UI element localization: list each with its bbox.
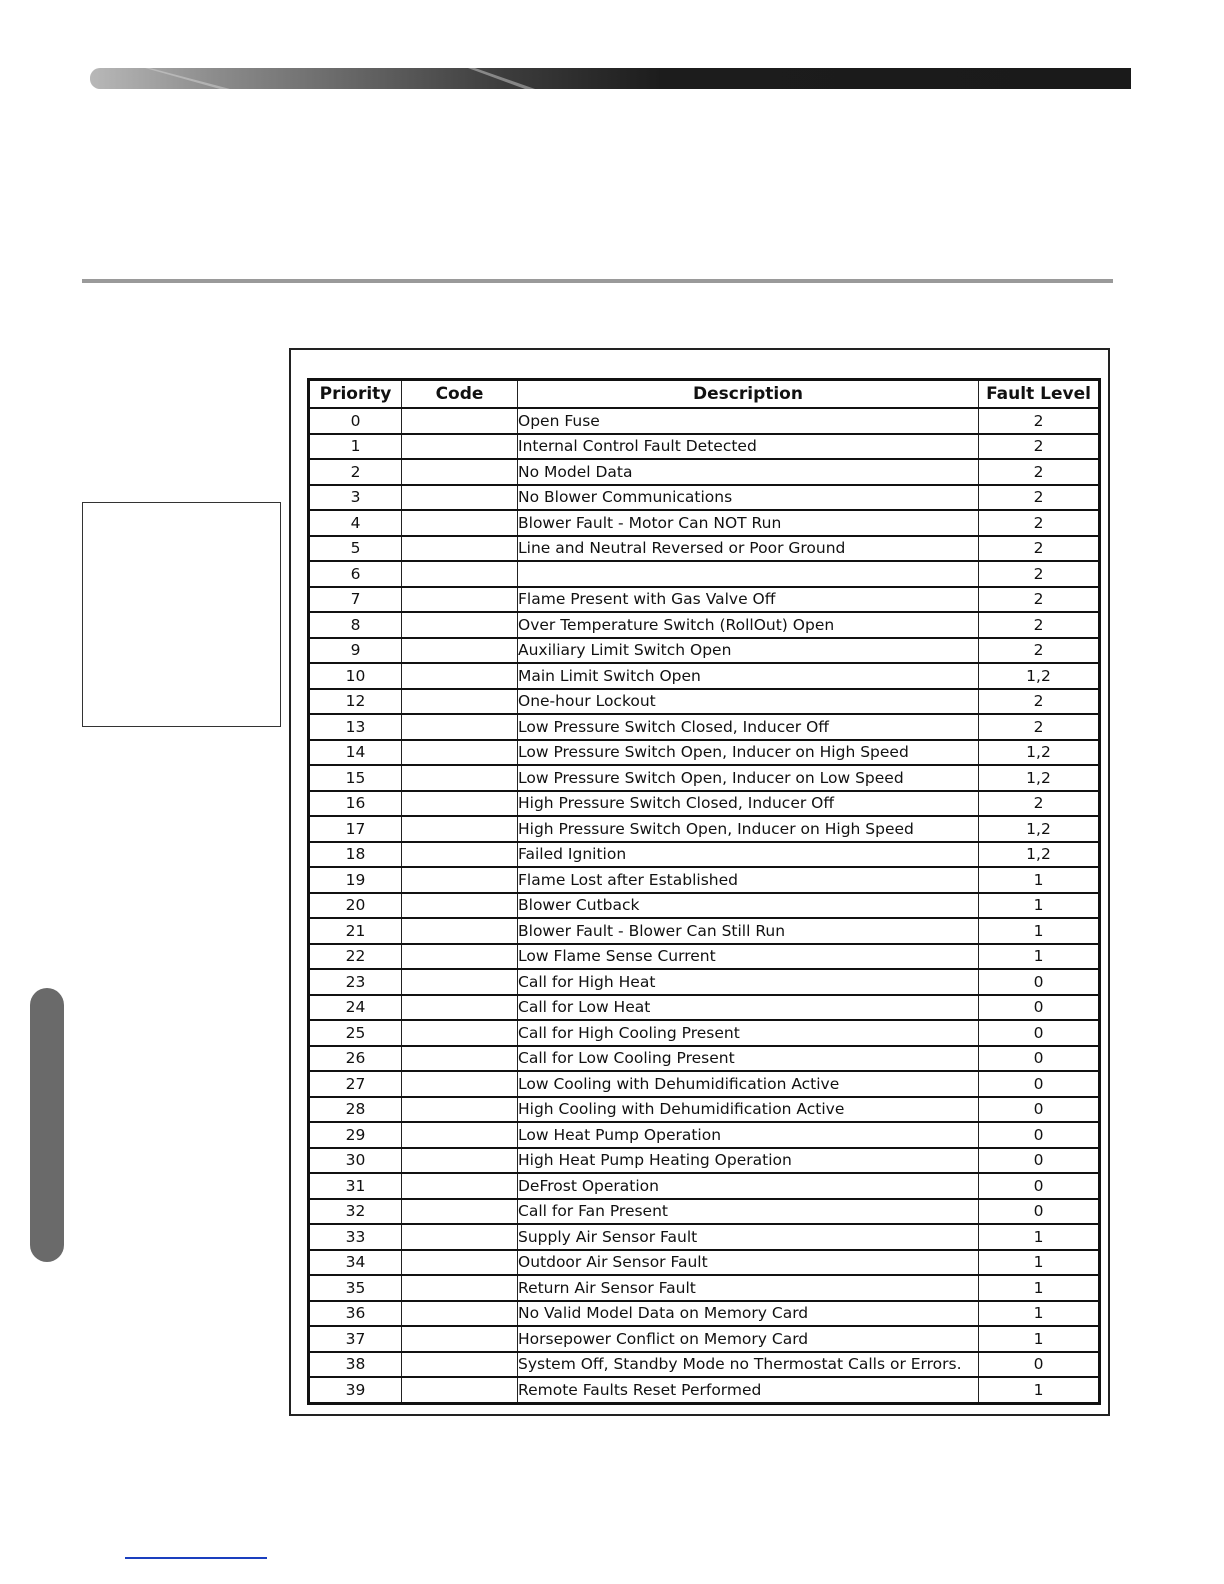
cell-fault-level: 2 (979, 510, 1100, 536)
cell-code (402, 1122, 518, 1148)
cell-description: DeFrost Operation (518, 1173, 979, 1199)
cell-code (402, 1250, 518, 1276)
table-row (309, 918, 1100, 944)
cell-description: Open Fuse (518, 408, 979, 434)
cell-fault-level: 0 (979, 1352, 1100, 1378)
table-header-row (309, 380, 1100, 409)
cell-description: Auxiliary Limit Switch Open (518, 638, 979, 664)
cell-priority: 8 (309, 612, 402, 638)
cell-description: High Cooling with Dehumidification Active (518, 1097, 979, 1123)
cell-fault-level: 1 (979, 1301, 1100, 1327)
cell-code (402, 1097, 518, 1123)
cell-fault-level: 2 (979, 485, 1100, 511)
cell-priority: 6 (309, 561, 402, 587)
cell-fault-level: 0 (979, 1122, 1100, 1148)
cell-code (402, 1173, 518, 1199)
footer-link-underline (125, 1557, 267, 1559)
cell-description: Blower Fault - Motor Can NOT Run (518, 510, 979, 536)
cell-priority: 22 (309, 944, 402, 970)
table-row (309, 510, 1100, 536)
cell-fault-level: 0 (979, 1071, 1100, 1097)
cell-description: Internal Control Fault Detected (518, 434, 979, 460)
cell-code (402, 816, 518, 842)
table-row (309, 1020, 1100, 1046)
cell-description: Call for Fan Present (518, 1199, 979, 1225)
cell-code (402, 1326, 518, 1352)
cell-priority: 15 (309, 765, 402, 791)
cell-description: System Off, Standby Mode no Thermostat Calls or Errors. (518, 1352, 979, 1378)
cell-priority: 4 (309, 510, 402, 536)
cell-priority: 37 (309, 1326, 402, 1352)
cell-fault-level: 0 (979, 1046, 1100, 1072)
cell-priority: 36 (309, 1301, 402, 1327)
header-priority: Priority (309, 380, 402, 409)
cell-code (402, 485, 518, 511)
cell-description: Blower Fault - Blower Can Still Run (518, 918, 979, 944)
cell-description: No Model Data (518, 459, 979, 485)
table-row (309, 1122, 1100, 1148)
table-row (309, 1071, 1100, 1097)
cell-code (402, 1071, 518, 1097)
cell-priority: 9 (309, 638, 402, 664)
cell-priority: 14 (309, 740, 402, 766)
table-row (309, 995, 1100, 1021)
table-row (309, 969, 1100, 995)
cell-description: Call for High Heat (518, 969, 979, 995)
table-row (309, 740, 1100, 766)
cell-fault-level: 2 (979, 459, 1100, 485)
cell-fault-level: 2 (979, 612, 1100, 638)
cell-description: Flame Present with Gas Valve Off (518, 587, 979, 613)
cell-code (402, 536, 518, 562)
table-row (309, 663, 1100, 689)
cell-priority: 35 (309, 1275, 402, 1301)
table-row (309, 689, 1100, 715)
cell-code (402, 1148, 518, 1174)
cell-fault-level: 2 (979, 536, 1100, 562)
cell-priority: 27 (309, 1071, 402, 1097)
table-row (309, 485, 1100, 511)
cell-code (402, 1352, 518, 1378)
cell-fault-level: 1 (979, 1377, 1100, 1403)
table-row (309, 1352, 1100, 1378)
cell-fault-level: 1,2 (979, 816, 1100, 842)
cell-priority: 28 (309, 1097, 402, 1123)
table-row (309, 944, 1100, 970)
cell-description: Blower Cutback (518, 893, 979, 919)
table-row (309, 1046, 1100, 1072)
table-row (309, 816, 1100, 842)
cell-code (402, 714, 518, 740)
cell-description: Call for Low Cooling Present (518, 1046, 979, 1072)
cell-description: Outdoor Air Sensor Fault (518, 1250, 979, 1276)
cell-description: Low Cooling with Dehumidification Active (518, 1071, 979, 1097)
cell-code (402, 1199, 518, 1225)
cell-fault-level: 2 (979, 714, 1100, 740)
cell-code (402, 459, 518, 485)
cell-priority: 33 (309, 1224, 402, 1250)
table-row (309, 1377, 1100, 1403)
cell-code (402, 893, 518, 919)
cell-code (402, 867, 518, 893)
cell-code (402, 663, 518, 689)
table-row (309, 1275, 1100, 1301)
cell-priority: 20 (309, 893, 402, 919)
cell-description: Call for Low Heat (518, 995, 979, 1021)
cell-fault-level: 1 (979, 893, 1100, 919)
cell-fault-level: 0 (979, 1148, 1100, 1174)
table-row (309, 1199, 1100, 1225)
cell-description: Main Limit Switch Open (518, 663, 979, 689)
cell-code (402, 740, 518, 766)
cell-priority: 29 (309, 1122, 402, 1148)
cell-priority: 16 (309, 791, 402, 817)
cell-fault-level: 0 (979, 1097, 1100, 1123)
cell-priority: 30 (309, 1148, 402, 1174)
cell-code (402, 510, 518, 536)
cell-description: High Pressure Switch Open, Inducer on High Speed (518, 816, 979, 842)
table-row (309, 536, 1100, 562)
table-body (309, 408, 1100, 1403)
cell-fault-level: 1,2 (979, 740, 1100, 766)
table-row (309, 1097, 1100, 1123)
cell-priority: 18 (309, 842, 402, 868)
header-fault-level: Fault Level (979, 380, 1100, 409)
cell-priority: 39 (309, 1377, 402, 1403)
cell-description: High Heat Pump Heating Operation (518, 1148, 979, 1174)
cell-priority: 25 (309, 1020, 402, 1046)
cell-description: Low Heat Pump Operation (518, 1122, 979, 1148)
table-row (309, 842, 1100, 868)
cell-code (402, 587, 518, 613)
cell-priority: 13 (309, 714, 402, 740)
cell-description: High Pressure Switch Closed, Inducer Off (518, 791, 979, 817)
cell-code (402, 791, 518, 817)
table-row (309, 893, 1100, 919)
fault-code-table (307, 378, 1101, 1405)
cell-description: No Blower Communications (518, 485, 979, 511)
cell-priority: 31 (309, 1173, 402, 1199)
table-row (309, 1250, 1100, 1276)
cell-code (402, 638, 518, 664)
cell-description: Low Pressure Switch Open, Inducer on Low Speed (518, 765, 979, 791)
table-row (309, 561, 1100, 587)
table-row (309, 867, 1100, 893)
cell-description: Call for High Cooling Present (518, 1020, 979, 1046)
cell-priority: 38 (309, 1352, 402, 1378)
table-row (309, 638, 1100, 664)
cell-description (518, 561, 979, 587)
cell-description: Line and Neutral Reversed or Poor Ground (518, 536, 979, 562)
cell-fault-level: 2 (979, 434, 1100, 460)
cell-description: Flame Lost after Established (518, 867, 979, 893)
table-row (309, 765, 1100, 791)
cell-fault-level: 2 (979, 791, 1100, 817)
cell-fault-level: 1,2 (979, 663, 1100, 689)
cell-fault-level: 1,2 (979, 842, 1100, 868)
cell-code (402, 944, 518, 970)
cell-code (402, 1020, 518, 1046)
cell-code (402, 689, 518, 715)
cell-code (402, 1046, 518, 1072)
cell-code (402, 1224, 518, 1250)
cell-fault-level: 0 (979, 1020, 1100, 1046)
cell-description: Low Flame Sense Current (518, 944, 979, 970)
cell-priority: 21 (309, 918, 402, 944)
cell-code (402, 434, 518, 460)
cell-priority: 12 (309, 689, 402, 715)
cell-code (402, 561, 518, 587)
cell-code (402, 918, 518, 944)
cell-code (402, 765, 518, 791)
cell-fault-level: 2 (979, 408, 1100, 434)
table-row (309, 714, 1100, 740)
cell-fault-level: 0 (979, 969, 1100, 995)
table-row (309, 1148, 1100, 1174)
cell-priority: 1 (309, 434, 402, 460)
cell-code (402, 995, 518, 1021)
cell-code (402, 969, 518, 995)
cell-fault-level: 1 (979, 1326, 1100, 1352)
cell-code (402, 1301, 518, 1327)
table-row (309, 408, 1100, 434)
cell-code (402, 842, 518, 868)
cell-priority: 0 (309, 408, 402, 434)
cell-priority: 23 (309, 969, 402, 995)
cell-fault-level: 0 (979, 1199, 1100, 1225)
header-bar (90, 68, 1131, 89)
cell-description: Supply Air Sensor Fault (518, 1224, 979, 1250)
section-divider (82, 279, 1113, 283)
cell-description: Low Pressure Switch Open, Inducer on High Speed (518, 740, 979, 766)
table-row (309, 434, 1100, 460)
section-tab (30, 988, 64, 1262)
table-row (309, 459, 1100, 485)
cell-fault-level: 1 (979, 1224, 1100, 1250)
cell-description: Horsepower Conflict on Memory Card (518, 1326, 979, 1352)
header-code: Code (402, 380, 518, 409)
cell-priority: 2 (309, 459, 402, 485)
cell-fault-level: 1 (979, 867, 1100, 893)
cell-code (402, 612, 518, 638)
cell-fault-level: 0 (979, 995, 1100, 1021)
table-row (309, 587, 1100, 613)
cell-fault-level: 1 (979, 944, 1100, 970)
cell-description: Low Pressure Switch Closed, Inducer Off (518, 714, 979, 740)
cell-priority: 34 (309, 1250, 402, 1276)
cell-priority: 32 (309, 1199, 402, 1225)
cell-code (402, 408, 518, 434)
cell-fault-level: 2 (979, 689, 1100, 715)
cell-description: No Valid Model Data on Memory Card (518, 1301, 979, 1327)
cell-description: Failed Ignition (518, 842, 979, 868)
cell-code (402, 1377, 518, 1403)
table-row (309, 1326, 1100, 1352)
cell-priority: 5 (309, 536, 402, 562)
side-note-box (82, 502, 281, 727)
cell-code (402, 1275, 518, 1301)
table-row (309, 612, 1100, 638)
cell-description: One-hour Lockout (518, 689, 979, 715)
cell-priority: 17 (309, 816, 402, 842)
cell-fault-level: 1 (979, 918, 1100, 944)
header-description: Description (518, 380, 979, 409)
cell-fault-level: 2 (979, 638, 1100, 664)
cell-priority: 3 (309, 485, 402, 511)
cell-fault-level: 1 (979, 1250, 1100, 1276)
cell-priority: 10 (309, 663, 402, 689)
cell-fault-level: 1 (979, 1275, 1100, 1301)
table-row (309, 1301, 1100, 1327)
cell-priority: 26 (309, 1046, 402, 1072)
table-row (309, 1224, 1100, 1250)
cell-description: Remote Faults Reset Performed (518, 1377, 979, 1403)
table-row (309, 791, 1100, 817)
cell-description: Over Temperature Switch (RollOut) Open (518, 612, 979, 638)
cell-fault-level: 0 (979, 1173, 1100, 1199)
cell-priority: 19 (309, 867, 402, 893)
cell-priority: 24 (309, 995, 402, 1021)
cell-priority: 7 (309, 587, 402, 613)
table-row (309, 1173, 1100, 1199)
cell-fault-level: 2 (979, 561, 1100, 587)
cell-fault-level: 2 (979, 587, 1100, 613)
cell-fault-level: 1,2 (979, 765, 1100, 791)
cell-description: Return Air Sensor Fault (518, 1275, 979, 1301)
